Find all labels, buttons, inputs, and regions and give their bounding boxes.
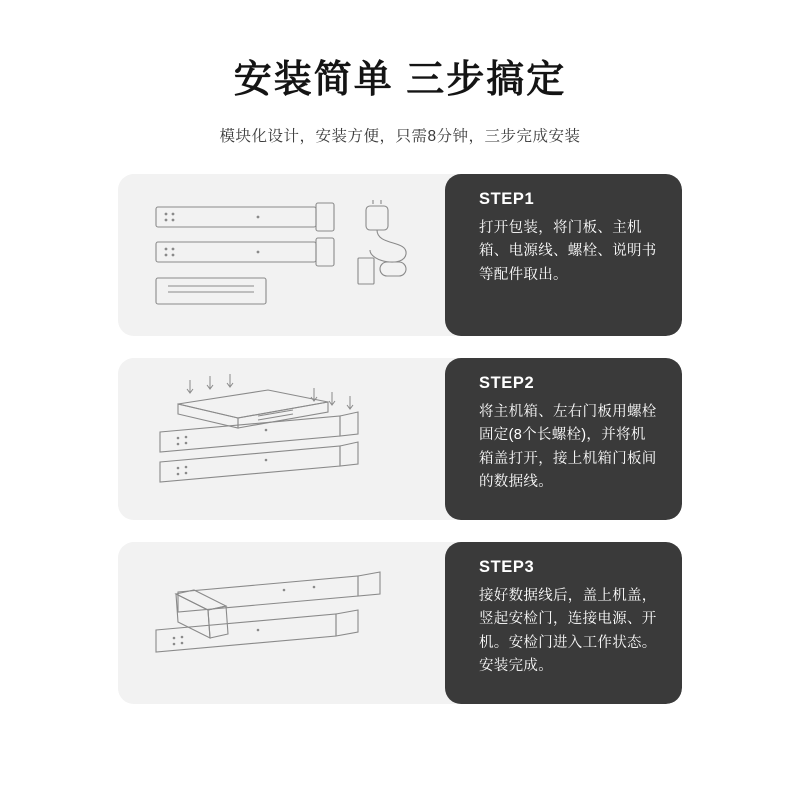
step2-illustration — [118, 358, 463, 520]
step-card — [118, 358, 682, 520]
page-header — [0, 0, 800, 146]
steps-list — [0, 174, 800, 704]
page-title: 安装简单 三步搞定 — [233, 59, 567, 101]
step-description: 接好数据线后，盖上机盖，竖起安检门，连接电源、开机。安检门进入工作状态。安装完成。 — [479, 587, 657, 675]
step3-text — [445, 542, 682, 704]
step1-illustration — [118, 174, 463, 336]
door-panels-and-power-adapter-icon — [118, 174, 463, 336]
step-description: 打开包装，将门板、主机箱、电源线、螺栓、说明书等配件取出。 — [479, 219, 657, 283]
step-label: STEP1 — [479, 189, 535, 208]
step-label: STEP3 — [479, 557, 535, 576]
standing-up-security-gate-icon — [118, 542, 463, 704]
step-card — [118, 542, 682, 704]
step-card — [118, 174, 682, 336]
step-description: 将主机箱、左右门板用螺栓固定(8个长螺栓)，并将机箱盖打开，接上机箱门板间的数据线。 — [479, 403, 657, 491]
step-label: STEP2 — [479, 373, 535, 392]
mounting-host-box-to-panels-icon — [118, 358, 463, 520]
step3-illustration — [118, 542, 463, 704]
page-subtitle: 模块化设计，安装方便，只需8分钟，三步完成安装 — [219, 127, 581, 145]
step2-text — [445, 358, 682, 520]
step1-text — [445, 174, 682, 336]
